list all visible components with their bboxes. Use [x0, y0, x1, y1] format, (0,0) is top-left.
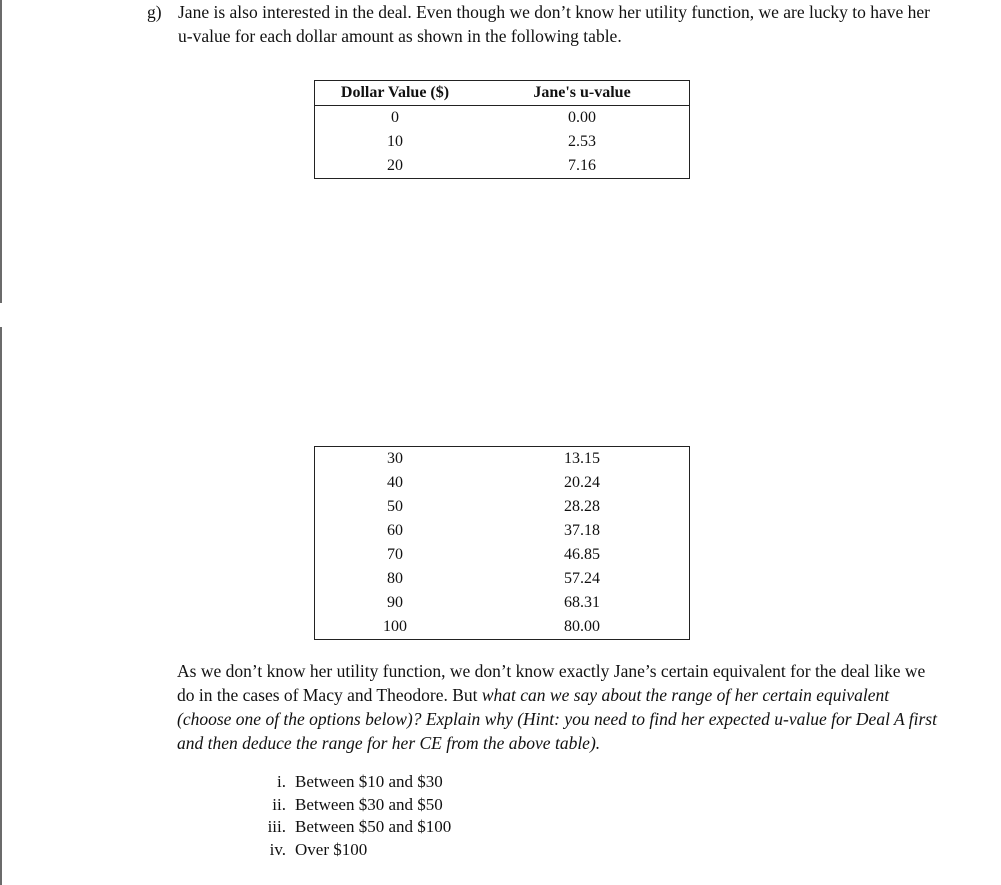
paragraph-italic: what can we say about the range of her certain equivalent (choose one of the options below)? Explain why (Hint: you need to find her expected u-value for Deal A first and then deduce the range for her CE from the above table).: [177, 685, 937, 753]
u-value-cell: 68.31: [564, 594, 600, 611]
table-row: [315, 154, 690, 179]
u-value-cell: 46.85: [564, 546, 600, 563]
dollar-cell: 50: [387, 498, 403, 515]
option-item: [250, 839, 650, 862]
dollar-cell: 80: [387, 570, 403, 587]
option-item: [250, 771, 650, 794]
table-row: [315, 447, 690, 472]
dollar-cell: 0: [391, 109, 399, 126]
dollar-cell: 70: [387, 546, 403, 563]
dollar-cell: 20: [387, 157, 403, 174]
table-header-row: [315, 81, 690, 106]
header-u-value: Jane's u-value: [475, 81, 690, 106]
u-value-cell: 20.24: [564, 474, 600, 491]
u-value-cell: 13.15: [564, 450, 600, 467]
option-number: iv.: [269, 839, 286, 859]
option-number: iii.: [267, 817, 286, 836]
utility-table-part2: [314, 446, 690, 640]
page-gap: [0, 303, 1001, 327]
option-label: Over $100: [295, 839, 368, 859]
u-value-cell: 7.16: [568, 157, 596, 174]
u-value-cell: 80.00: [564, 618, 600, 635]
table-row: [315, 615, 690, 640]
dollar-cell: 40: [387, 474, 403, 491]
option-item: [250, 794, 650, 817]
u-value-cell: 0.00: [568, 109, 596, 126]
u-value-cell: 57.24: [564, 570, 600, 587]
explanation-paragraph: [177, 659, 937, 755]
option-number: i.: [277, 772, 286, 791]
dollar-cell: 30: [387, 450, 403, 467]
table-row: [315, 591, 690, 615]
option-number: ii.: [272, 794, 286, 814]
option-label: Between $10 and $30: [295, 772, 443, 791]
paragraph-plain: As we don’t know her utility function, we don’t know exactly Jane’s certain equivalent for the deal like we do in the cases of Macy and Theodore. But: [177, 661, 926, 705]
table-row: [315, 471, 690, 495]
option-label: Between $50 and $100: [295, 817, 452, 836]
dollar-cell: 100: [383, 618, 407, 635]
u-value-cell: 37.18: [564, 522, 600, 539]
table-row: [315, 495, 690, 519]
option-label: Between $30 and $50: [295, 794, 443, 814]
dollar-cell: 90: [387, 594, 403, 611]
table-row: [315, 543, 690, 567]
option-item: [250, 816, 650, 839]
table-row: [315, 106, 690, 131]
table-row: [315, 519, 690, 543]
u-value-cell: 28.28: [564, 498, 600, 515]
question-text: Jane is also interested in the deal. Even though we don’t know her utility function, we are lucky to have her u-value for each dollar amount as shown in the following table.: [178, 2, 930, 46]
u-value-cell: 2.53: [568, 133, 596, 150]
header-dollar-value: Dollar Value ($): [315, 81, 476, 106]
question-marker: g): [147, 2, 162, 22]
utility-table-part1: [314, 80, 690, 179]
dollar-cell: 10: [387, 133, 403, 150]
options-list: [250, 771, 650, 861]
dollar-cell: 60: [387, 522, 403, 539]
table-row: [315, 567, 690, 591]
table-row: [315, 130, 690, 154]
